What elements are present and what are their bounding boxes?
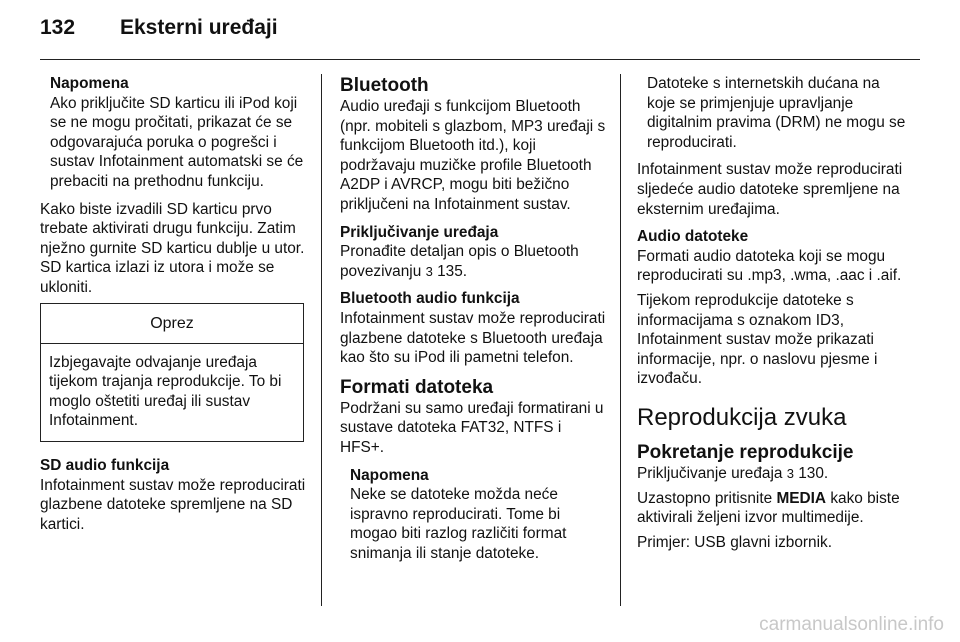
paragraph-text: kako biste aktivirali željeni izvor multimedije. [637, 489, 900, 527]
section-heading: Bluetooth audio funkcija [340, 290, 520, 308]
paragraph-text: Uzastopno pritisnite [637, 489, 773, 507]
note-block [40, 74, 308, 192]
caution-box [40, 303, 304, 442]
page-reference[interactable]: 135. [437, 262, 468, 280]
caution-title: Oprez [41, 304, 303, 344]
note-title: Napomena [350, 466, 429, 484]
paragraph [637, 489, 907, 528]
paragraph: Tijekom reprodukcije datoteke s informacijama s oznakom ID3, Infotainment sustav može prikazati informacije, npr. o naslovu pjesme i izvođaču. [637, 291, 878, 388]
column-right [637, 74, 907, 552]
paragraph: Audio uređaji s funkcijom Bluetooth (npr. mobiteli s glazbom, MP3 uređaji s funkcijom Bluetooth itd.), koji podržavaju muzičke profile Bluetooth A2DP i AVRCP, mogu biti bežično priključeni na Infotainment sustav. [340, 98, 606, 213]
note-continuation: Datoteke s internetskih dućana na koje se primjenjuje upravljanje digitalnim pravima (DRM) ne mogu se reproducirati. [647, 75, 906, 151]
paragraph: Primjer: USB glavni izbornik. [637, 533, 833, 551]
paragraph: Podržani su samo uređaji formatirani u sustave datoteka FAT32, NTFS i HFS+. [340, 399, 604, 456]
section-title-bluetooth: Bluetooth [340, 75, 429, 96]
reference-arrow-icon: 3 [425, 263, 433, 279]
section-heading: Priključivanje uređaja [340, 223, 499, 241]
note-block [340, 466, 606, 564]
button-name: MEDIA [776, 489, 827, 507]
chapter-title: Eksterni uređaji [120, 16, 278, 39]
watermark: carmanualsonline.info [759, 614, 944, 635]
paragraph: Infotainment sustav može reproducirati glazbene datoteke s Bluetooth uređaja kao što su iPod ili pametni telefon. [340, 309, 606, 367]
section-title-formats: Formati datoteka [340, 376, 494, 398]
reference-arrow-icon: 3 [786, 465, 794, 481]
paragraph-text: Priključivanje uređaja [637, 464, 783, 482]
note-text: Ako priključite SD karticu ili iPod koji se ne mogu pročitati, prikazat će se odgovarajuća poruka o pogrešci i sustav Infotainment automatski se će prebaciti na prethodnu funkciju. [50, 94, 304, 190]
paragraph [340, 242, 606, 281]
paragraph-text: Pronađite detaljan opis o Bluetooth povezivanju [340, 243, 579, 280]
note-text: Neke se datoteke možda neće ispravno reproducirati. Tome bi mogao biti razlog različiti format snimanja ili stanje datoteke. [350, 486, 567, 562]
column-divider-2 [620, 74, 621, 606]
paragraph: Infotainment sustav može reproducirati sljedeće audio datoteke spremljene na eksternim uređajima. [637, 161, 903, 218]
page-reference[interactable]: 130. [798, 464, 829, 482]
page-header [40, 16, 920, 50]
column-middle [340, 74, 606, 563]
paragraph: Infotainment sustav može reproducirati glazbene datoteke spremljene na SD kartici. [40, 476, 306, 533]
section-heading: Audio datoteke [637, 228, 749, 246]
header-divider [40, 59, 920, 60]
chapter-section-title: Reprodukcija zvuka [637, 403, 847, 431]
note-title: Napomena [50, 75, 129, 92]
column-left [40, 74, 308, 534]
section-heading: SD audio funkcija [40, 456, 170, 474]
paragraph [637, 464, 907, 484]
column-divider-1 [321, 74, 322, 606]
paragraph: Formati audio datoteka koji se mogu reproducirati su .mp3, .wma, .aac i .aif. [637, 247, 902, 285]
page-number: 132 [40, 16, 76, 39]
caution-text: Izbjegavajte odvajanje uređaja tijekom trajanja reprodukcije. To bi moglo oštetiti uređaj ili sustav Infotainment. [49, 353, 282, 430]
paragraph: Kako biste izvadili SD karticu prvo trebate aktivirati drugu funkciju. Zatim nježno gurnite SD karticu dublje u utor. SD kartica izlazi iz utora i može se ukloniti. [40, 200, 305, 296]
subsection-title: Pokretanje reprodukcije [637, 441, 854, 463]
